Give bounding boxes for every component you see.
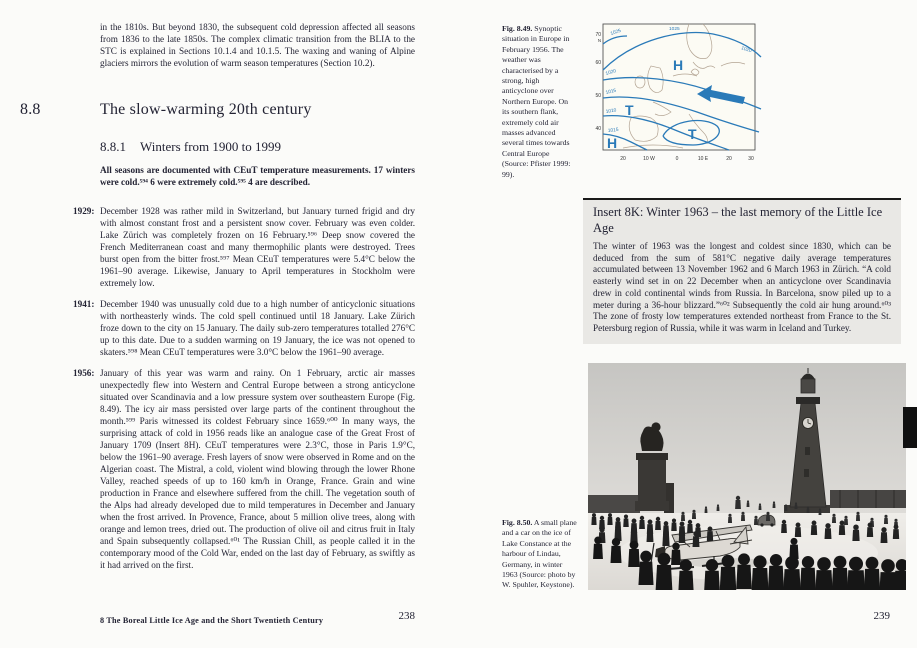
insert-8k-title: Insert 8K: Winter 1963 – the last memory of the Little Ice Age bbox=[593, 205, 883, 235]
winter-entries bbox=[73, 205, 415, 580]
svg-text:0: 0 bbox=[675, 156, 679, 162]
subsection-heading bbox=[100, 139, 281, 155]
svg-text:1015: 1015 bbox=[605, 88, 617, 96]
fig-8-49-caption bbox=[502, 24, 574, 180]
fig-8-50-caption-text: A small plane and a car on the ice of Lake Constance at the harbour of Lindau, Germany, in winter 1963 (Source: photo by W. Spuhler, Keystone). bbox=[502, 518, 577, 590]
insert-8k-box bbox=[583, 198, 901, 344]
entry-text: December 1940 was unusually cold due to a high number of anticyclonic situations with northeasterly winds. The cold spell continued until 18 January. Lake Zürich froze down to the city on 15 January. The daily sub-zero temperatures totalled 276°C up to this date. Due to a sudden warming on 19 January, the ice was not opened to skaters.⁵⁹⁸ Mean CEuT temperatures were 3.0°C below the 1961–90 average. bbox=[100, 299, 415, 357]
harbour-wall-right bbox=[830, 490, 906, 508]
svg-text:T: T bbox=[625, 102, 634, 118]
synoptic-map-figure bbox=[593, 14, 770, 166]
entry-year: 1929: bbox=[73, 206, 95, 216]
fig-8-50-caption bbox=[502, 518, 578, 591]
subsection-title: Winters from 1900 to 1999 bbox=[140, 139, 282, 154]
svg-text:10 E: 10 E bbox=[697, 156, 709, 162]
svg-text:1020: 1020 bbox=[740, 46, 753, 55]
insert-8k-body: The winter of 1963 was the longest and coldest since 1830, which can be deduced from the sum of 581°C negative daily average temperatures accumulated between 13 November 1962 and 6 March 1963 in Zürich. “A cold easterly wind set in on 22 December when an anticyclone over Scandinavia drew in cold continental winds from Russia. In Barcelona, snow piled up to a meter during a 36-hour blizzard.”⁶⁰² Subsequently the cold air hung around.⁶⁰³ The zone of frosty low temperatures extended northeast from France to the St. Petersburg region of Russia, while it was warm in Iceland and Turkey. bbox=[593, 241, 891, 333]
svg-text:20: 20 bbox=[726, 156, 732, 162]
svg-text:H: H bbox=[673, 57, 684, 73]
fig-8-49-map bbox=[593, 14, 770, 166]
subsection-number: 8.8.1 bbox=[100, 139, 126, 154]
svg-text:30: 30 bbox=[748, 156, 754, 162]
svg-text:1025: 1025 bbox=[610, 28, 622, 37]
frozen-lake-photo bbox=[588, 363, 906, 590]
entry-1941 bbox=[73, 298, 415, 358]
fig-8-50-caption-label: Fig. 8.50. bbox=[502, 518, 533, 527]
fig-8-50-photo bbox=[588, 363, 906, 590]
svg-text:1015: 1015 bbox=[607, 127, 619, 134]
entry-year: 1956: bbox=[73, 368, 95, 378]
running-title: 8 The Boreal Little Ice Age and the Short Twentieth Century bbox=[100, 616, 324, 625]
page-number-left: 238 bbox=[398, 610, 415, 622]
entry-text: January of this year was warm and rainy. On 1 February, arctic air masses unexpectedly flew into Western and Central Europe between a strong anticyclone situated over Scandinavia and a low pressure system over southeastern Europe (Fig. 8.49). The icy air mass persisted over large parts of the continent throughout the month.⁵⁹⁹ Paris witnessed its coldest February since 1659.⁶⁰⁰ In many ways, the surprising attack of cold in 1956 reads like an analogue case of the Great Frost of January 1709 (Insert 8H). CEuT temperatures were 2.3°C, those in Paris 1.9°C, below the 1961–90 average. Fresh layers of snow were observed in Rome and on the Algerian coast. The Mistral, a cold, violent wind blowing through the lower Rhone Valley, reached speeds of up to 160 km/h in Orange, France. Grain and wine production in France and elsewhere suffered from the chill. The vegetation south of the Alps had already developed due to mild temperatures in December and January when the frost arrived. In Provence, France, about 5 million olive trees, along with orange and lemon trees, dried out. The production of olive oil and citrus fruit in Italy and Spain subsequently collapsed.⁶⁰¹ The Russian Chill, as people called it in the contemporary mood of the Cold War, ended on the last day of February, as swiftly as it had arrived on the first. bbox=[100, 368, 415, 570]
section-number: 8.8 bbox=[20, 101, 41, 118]
entry-year: 1941: bbox=[73, 299, 95, 309]
entry-1929 bbox=[73, 205, 415, 289]
svg-text:N: N bbox=[597, 38, 601, 43]
fig-8-49-caption-label: Fig. 8.49. bbox=[502, 24, 533, 33]
page-number-right: 239 bbox=[873, 610, 890, 622]
svg-text:1010: 1010 bbox=[605, 108, 617, 115]
svg-text:T: T bbox=[688, 126, 697, 142]
entry-1956 bbox=[73, 367, 415, 571]
fig-8-49-caption-text: Synoptic situation in Europe in February 1956. The weather was characterised by a strong, high anticyclone over Northern Europe. On its southern flank, extremely cold air masses advanced several times towards Central Europe (Source: Pfister 1999: 99). bbox=[502, 24, 571, 179]
harbour-wall-left bbox=[588, 495, 640, 513]
svg-text:60: 60 bbox=[595, 60, 601, 66]
svg-text:40: 40 bbox=[595, 126, 601, 132]
svg-text:70: 70 bbox=[595, 32, 601, 38]
section-title: The slow-warming 20th century bbox=[100, 101, 312, 118]
svg-text:50: 50 bbox=[595, 93, 601, 99]
intro-paragraph: in the 1810s. But beyond 1830, the subsequent cold depression affected all seasons from 1836 to the late 1850s. The complex climatic transition from the BLIA to the STC is explained in Sections 10.1.4 and 10.1.5. The waxing and waning of Alpine glaciers mirrors the evolution of warm season temperatures (Section 10.2). bbox=[100, 22, 415, 69]
entry-text: December 1928 was rather mild in Switzerland, but January turned frigid and dry with almost constant frost and a persistent snow cover. February was even colder. Lake Zürich was completely frozen on 16 February.⁵⁹⁶ Deep snow covered the French Mediterranean coast and many thermophilic plants were destroyed. Trees burst open from the bitter frost.⁵⁹⁷ Mean CEuT temperatures were 5.4°C below the 1961–90 average. Likewise, January to April temperatures in Stockholm were extremely low. bbox=[100, 206, 415, 288]
chapter-edge-tab bbox=[903, 407, 917, 448]
svg-text:10 W: 10 W bbox=[643, 156, 655, 162]
svg-text:1025: 1025 bbox=[669, 27, 680, 32]
svg-text:1020: 1020 bbox=[605, 69, 617, 77]
lead-paragraph: All seasons are documented with CEuT temperature measurements. 17 winters were cold.⁵⁹⁴ 6 were extremely cold.⁵⁹⁵ 4 are described. bbox=[100, 165, 415, 187]
svg-text:H: H bbox=[607, 135, 618, 151]
svg-text:20: 20 bbox=[620, 156, 626, 162]
